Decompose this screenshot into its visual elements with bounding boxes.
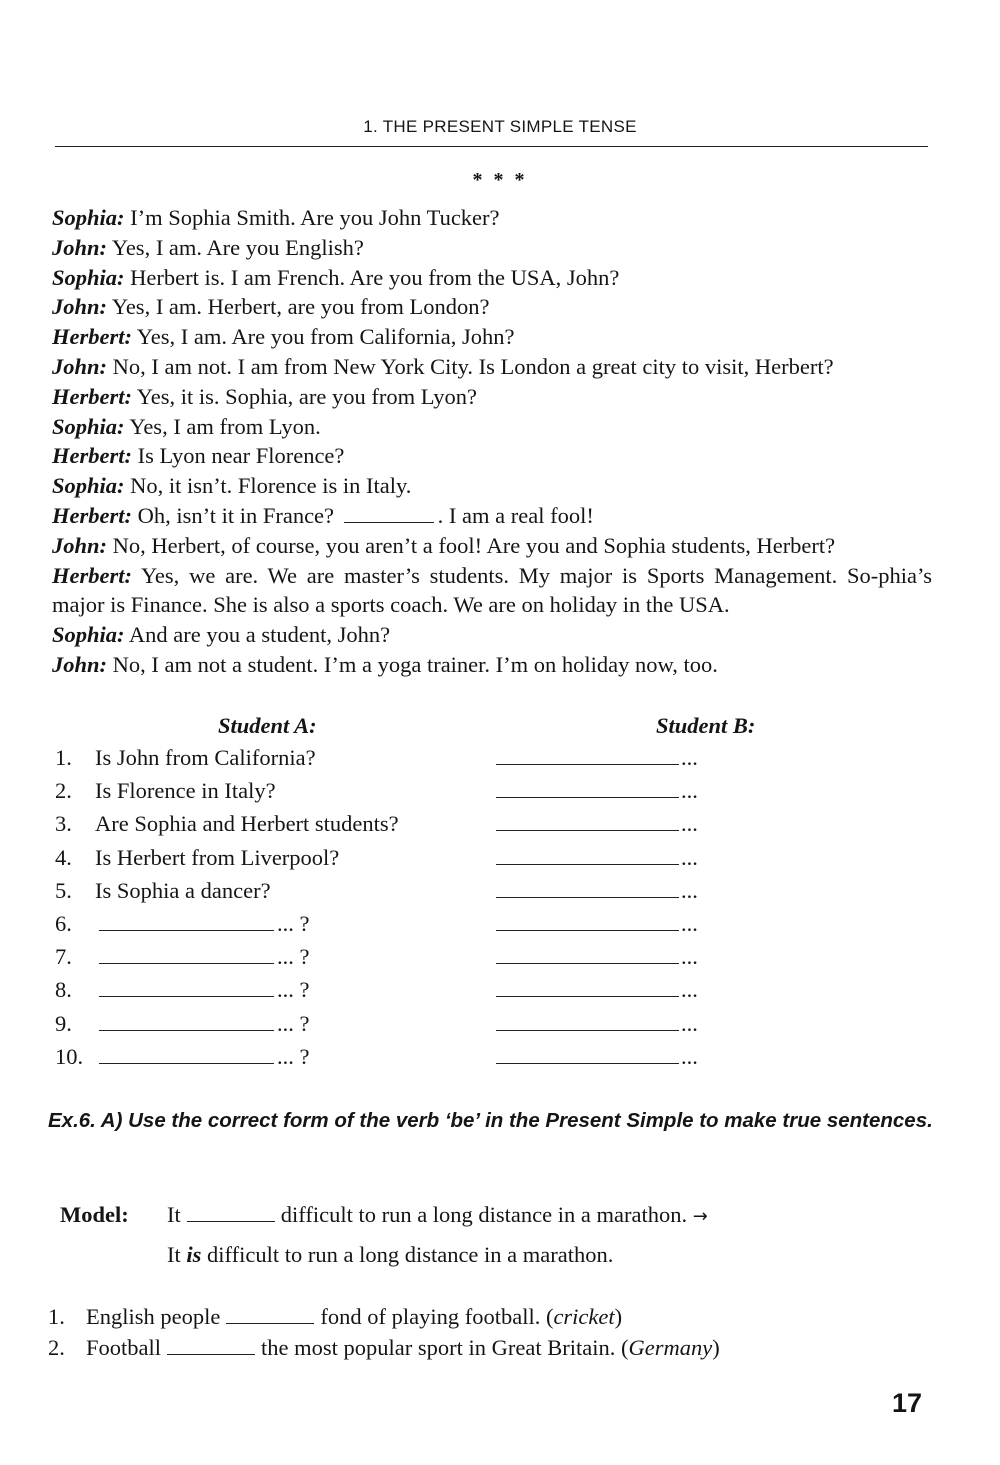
answer-blank[interactable] [496, 1062, 679, 1064]
line-text: Yes, we are. We are master’s students. My major is Sports Management. So-phia’s major is Finance. She is also a sports coach. We are on holiday in the USA. [52, 562, 932, 618]
line-text: Yes, I am. Herbert, are you from London? [111, 294, 490, 320]
line-text: Yes, I am. Are you from California, John? [136, 324, 515, 350]
dialogue-line [52, 561, 932, 621]
line-text: No, it isn’t. Florence is in Italy. [130, 473, 412, 499]
question-blank[interactable] [99, 1029, 274, 1031]
question-blank[interactable] [99, 962, 274, 964]
line-text: Yes, I am from Lyon. [129, 413, 321, 439]
qa-number: 10. [55, 1043, 84, 1069]
exercise-instruction: Ex.6. A) Use the correct form of the verb ‘be’ in the Present Simple to make true sentences. [48, 1109, 933, 1132]
answer-blank[interactable] [496, 995, 679, 997]
speaker-name: Herbert: [52, 562, 132, 588]
item-before: English people [86, 1304, 221, 1329]
qa-answer[interactable] [496, 878, 698, 904]
qa-row [50, 977, 750, 1010]
answer-suffix: ... [681, 778, 698, 804]
item-number: 2. [48, 1334, 65, 1360]
qa-answer[interactable] [496, 1044, 698, 1070]
qa-question[interactable] [95, 1011, 310, 1037]
line-text: Yes, it is. Sophia, are you from Lyon? [136, 383, 477, 409]
item-close: ) [614, 1304, 623, 1329]
question-suffix: ... ? [277, 1010, 310, 1036]
speaker-name: Sophia: [52, 622, 125, 648]
qa-answer[interactable] [496, 1011, 698, 1037]
dialogue-line [52, 322, 932, 352]
qa-row [50, 911, 750, 944]
item-close: ) [712, 1334, 720, 1360]
exercise-items [48, 1304, 928, 1365]
dialogue-line [52, 501, 932, 531]
qa-row [50, 1011, 750, 1044]
model-sentence-blank [167, 1202, 708, 1228]
qa-question: Is John from California? [95, 745, 316, 770]
item-text [86, 1304, 622, 1330]
speaker-name: Sophia: [52, 205, 125, 230]
answer-suffix: ... [681, 910, 698, 936]
line-text: I’m Sophia Smith. Are you John Tucker? [130, 205, 500, 230]
dialogue-line [52, 412, 932, 442]
speaker-name: Herbert: [52, 324, 132, 350]
speaker-name: John: [52, 651, 108, 677]
speaker-name: John: [52, 353, 108, 379]
line-text: No, I am not a student. I’m a yoga trainer. I’m on holiday now, too. [112, 651, 718, 677]
qa-number: 9. [55, 1010, 72, 1036]
qa-question[interactable] [95, 911, 310, 937]
answer-suffix: ... [681, 745, 698, 770]
qa-answer[interactable] [496, 745, 698, 771]
item-after: the most popular sport in Great Britain. ( [261, 1334, 629, 1360]
speaker-name: Herbert: [52, 443, 132, 469]
qa-answer[interactable] [496, 977, 698, 1003]
line-text: No, Herbert, of course, you aren’t a fool! Are you and Sophia students, Herbert? [112, 532, 836, 558]
qa-row [50, 745, 750, 778]
question-suffix: ... ? [277, 977, 310, 1003]
exercise-item [48, 1304, 928, 1335]
answer-suffix: ... [681, 811, 698, 837]
qa-row [50, 811, 750, 844]
speaker-name: Sophia: [52, 473, 125, 499]
line-text: And are you a student, John? [128, 622, 391, 648]
answer-suffix: ... [681, 1010, 698, 1036]
model-start: It [167, 1202, 181, 1227]
speaker-name: John: [52, 532, 108, 558]
item-text [86, 1335, 720, 1361]
dialogue-line [52, 650, 932, 680]
dialogue-line [52, 382, 932, 412]
qa-number: 1. [55, 745, 72, 770]
dialogue-line [52, 620, 932, 650]
qa-number: 7. [55, 944, 72, 970]
model-end: difficult to run a long distance in a marathon. [207, 1242, 614, 1267]
section-separator: * * * [472, 169, 528, 191]
line-text: Yes, I am. Are you English? [111, 234, 364, 260]
model-label: Model: [60, 1202, 129, 1227]
speaker-name: Sophia: [52, 413, 125, 439]
question-suffix: ... ? [277, 910, 310, 936]
speaker-name: John: [52, 294, 108, 320]
running-title: 1. THE PRESENT SIMPLE TENSE [363, 117, 637, 136]
question-suffix: ... ? [277, 944, 310, 970]
qa-row [50, 778, 750, 811]
question-blank[interactable] [99, 1062, 274, 1064]
question-blank[interactable] [99, 995, 274, 997]
answer-blank[interactable] [496, 896, 679, 898]
item-before: Football [86, 1334, 162, 1360]
answer-suffix: ... [681, 1043, 698, 1069]
question-blank[interactable] [99, 929, 274, 931]
model-end: difficult to run a long distance in a marathon. [280, 1202, 688, 1227]
student-b-heading: Student B: [656, 713, 756, 738]
dialogue-line [52, 531, 932, 561]
qa-question: Is Herbert from Liverpool? [95, 844, 340, 870]
question-answer-list [50, 745, 750, 1077]
answer-blank[interactable] [496, 962, 679, 964]
model-blank [187, 1220, 275, 1222]
answer-blank[interactable] [496, 929, 679, 931]
model-verb: is [186, 1242, 202, 1267]
answer-suffix: ... [681, 977, 698, 1003]
page-number: 17 [891, 1388, 922, 1418]
line-text: Oh, isn’t it in France? [137, 502, 335, 528]
answer-suffix: ... [681, 944, 698, 970]
dialogue-line [52, 471, 932, 501]
item-number: 1. [48, 1304, 65, 1329]
qa-question: Is Sophia a dancer? [95, 877, 271, 903]
qa-answer[interactable] [496, 778, 698, 804]
line-text: Is Lyon near Florence? [137, 443, 345, 469]
dialogue-line [52, 441, 932, 471]
qa-question[interactable] [95, 944, 310, 970]
answer-suffix: ... [681, 877, 698, 903]
fill-in-blank[interactable] [226, 1322, 314, 1324]
answer-suffix: ... [681, 844, 698, 870]
qa-number: 4. [55, 844, 72, 870]
dialogue-line [52, 233, 932, 263]
question-suffix: ... ? [277, 1043, 310, 1069]
dialogue-line [52, 352, 932, 382]
qa-row [50, 944, 750, 977]
qa-answer[interactable] [496, 911, 698, 937]
qa-number: 8. [55, 977, 72, 1003]
qa-row [50, 1044, 750, 1077]
answer-blank[interactable] [496, 1029, 679, 1031]
exercise-item [48, 1335, 928, 1366]
speaker-name: Sophia: [52, 264, 125, 290]
qa-number: 2. [55, 778, 72, 804]
item-hint: cricket [553, 1304, 615, 1329]
qa-question: Are Sophia and Herbert students? [95, 811, 399, 837]
qa-answer[interactable] [496, 845, 698, 871]
item-hint: Germany [628, 1334, 713, 1360]
speaker-name: John: [52, 234, 108, 260]
qa-number: 6. [55, 910, 72, 936]
model-sentence-answer [167, 1242, 613, 1268]
fill-in-blank[interactable] [167, 1353, 255, 1355]
qa-question[interactable] [95, 1044, 310, 1070]
arrow-right-icon: → [692, 1206, 708, 1227]
fill-in-blank[interactable] [344, 521, 434, 523]
line-text: No, I am not. I am from New York City. Is London a great city to visit, Herbert? [112, 353, 834, 379]
answer-blank[interactable] [496, 829, 679, 831]
speaker-name: Herbert: [52, 502, 132, 528]
dialogue [52, 203, 932, 680]
speaker-name: Herbert: [52, 383, 132, 409]
header-rule [55, 146, 928, 147]
qa-number: 5. [55, 877, 72, 903]
answer-blank[interactable] [496, 763, 679, 765]
qa-row [50, 878, 750, 911]
qa-number: 3. [55, 811, 72, 837]
dialogue-line [52, 292, 932, 322]
qa-answer[interactable] [496, 811, 698, 837]
qa-answer[interactable] [496, 944, 698, 970]
qa-row [50, 845, 750, 878]
answer-blank[interactable] [496, 796, 679, 798]
qa-question: Is Florence in Italy? [95, 778, 276, 804]
qa-question[interactable] [95, 977, 310, 1003]
line-text-continued: . I am a real fool! [437, 502, 594, 528]
item-after: fond of playing football. ( [320, 1304, 554, 1329]
line-text: Herbert is. I am French. Are you from the USA, John? [130, 264, 620, 290]
dialogue-line [52, 263, 932, 293]
dialogue-line [52, 203, 932, 233]
answer-blank[interactable] [496, 863, 679, 865]
model-start: It [167, 1242, 181, 1267]
student-a-heading: Student A: [218, 713, 317, 738]
